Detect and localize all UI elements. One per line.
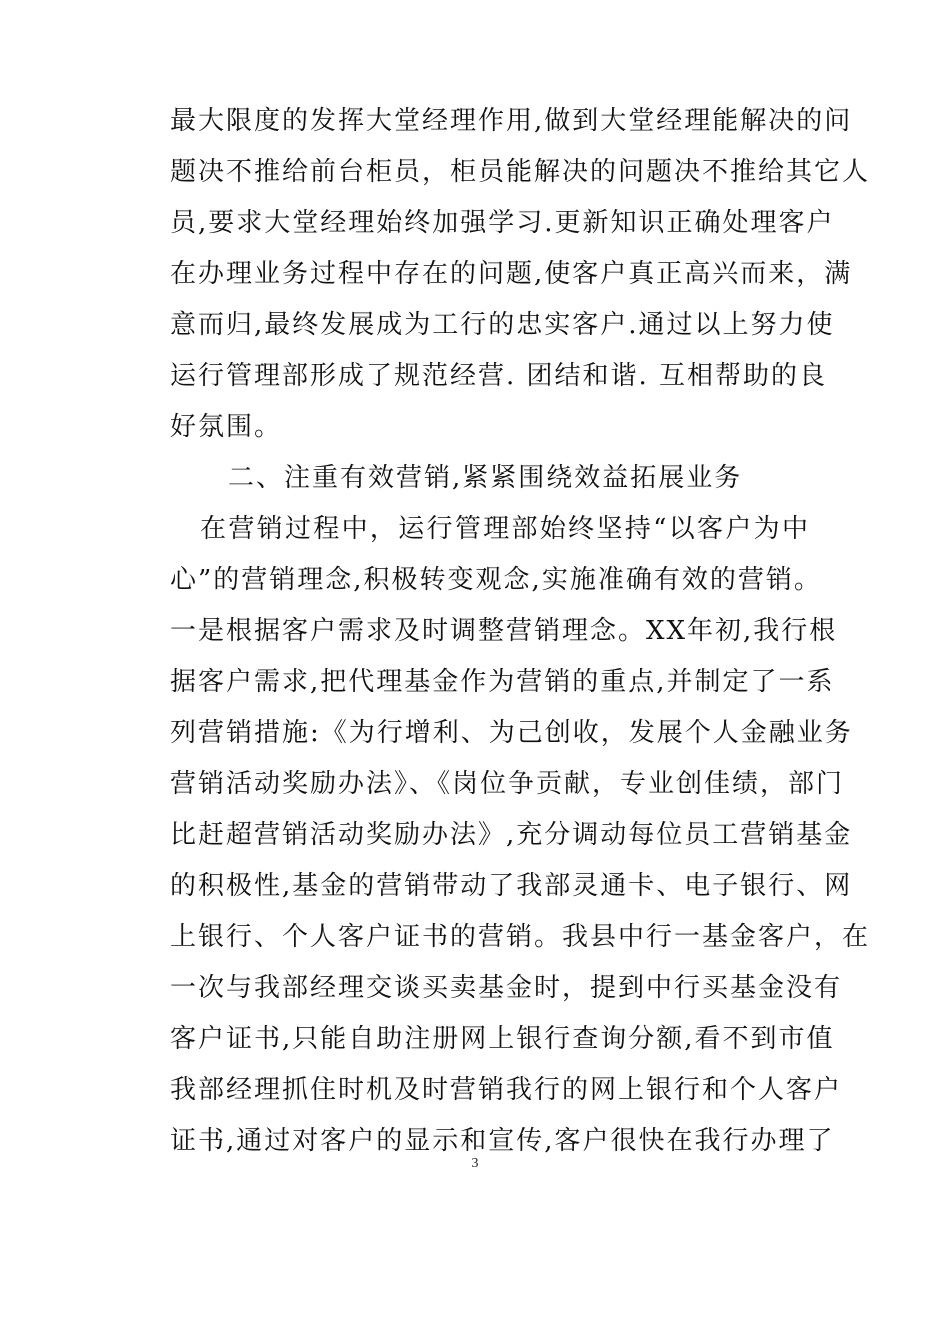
- body-text-line: 运行管理部形成了规范经营. 团结和谐. 互相帮助的良: [170, 361, 828, 391]
- body-text-line: 证书,通过对客户的显示和宣传,客户很快在我行办理了: [170, 1126, 835, 1156]
- body-text-line: 一次与我部经理交谈买卖基金时，提到中行买基金没有: [170, 973, 843, 1003]
- body-text-line: 在办理业务过程中存在的问题,使客户真正高兴而来，满: [170, 259, 853, 289]
- section-heading: 二、注重有效营销,紧紧围绕效益拓展业务: [228, 463, 743, 493]
- body-text-line: 意而归,最终发展成为工行的忠实客户.通过以上努力使: [170, 310, 835, 340]
- body-text-line: 员,要求大堂经理始终加强学习.更新知识正确处理客户: [170, 208, 835, 238]
- body-text-line: 列营销措施:《为行增利、为己创收，发展个人金融业务: [170, 718, 853, 748]
- body-text-line: 好氛围。: [170, 412, 283, 442]
- body-text-line: 题决不推给前台柜员，柜员能解决的问题决不推给其它人: [170, 157, 871, 187]
- body-text-line: 比赶超营销活动奖励办法》,充分调动每位员工营销基金: [170, 820, 853, 850]
- body-text-line: 最大限度的发挥大堂经理作用,做到大堂经理能解决的问: [170, 106, 853, 136]
- body-text-line: 心”的营销理念,积极转变观念,实施准确有效的营销。: [170, 565, 822, 595]
- body-text-line: 在营销过程中，运行管理部始终坚持“以客户为中: [200, 514, 810, 544]
- body-text-line: 营销活动奖励办法》、《岗位争贡献，专业创佳绩，部门: [170, 769, 845, 799]
- body-text-line: 的积极性,基金的营销带动了我部灵通卡、电子银行、网: [170, 871, 853, 901]
- body-text-line: 一是根据客户需求及时调整营销理念。XX年初,我行根: [170, 616, 838, 646]
- body-text-line: 客户证书,只能自助注册网上银行查询分额,看不到市值: [170, 1024, 835, 1054]
- body-text-line: 据客户需求,把代理基金作为营销的重点,并制定了一系: [170, 667, 835, 697]
- body-text-line: 上银行、个人客户证书的营销。我县中行一基金客户，在: [170, 922, 871, 952]
- body-text-line: 我部经理抓住时机及时营销我行的网上银行和个人客户: [170, 1075, 843, 1105]
- page-number: 3: [471, 1156, 479, 1171]
